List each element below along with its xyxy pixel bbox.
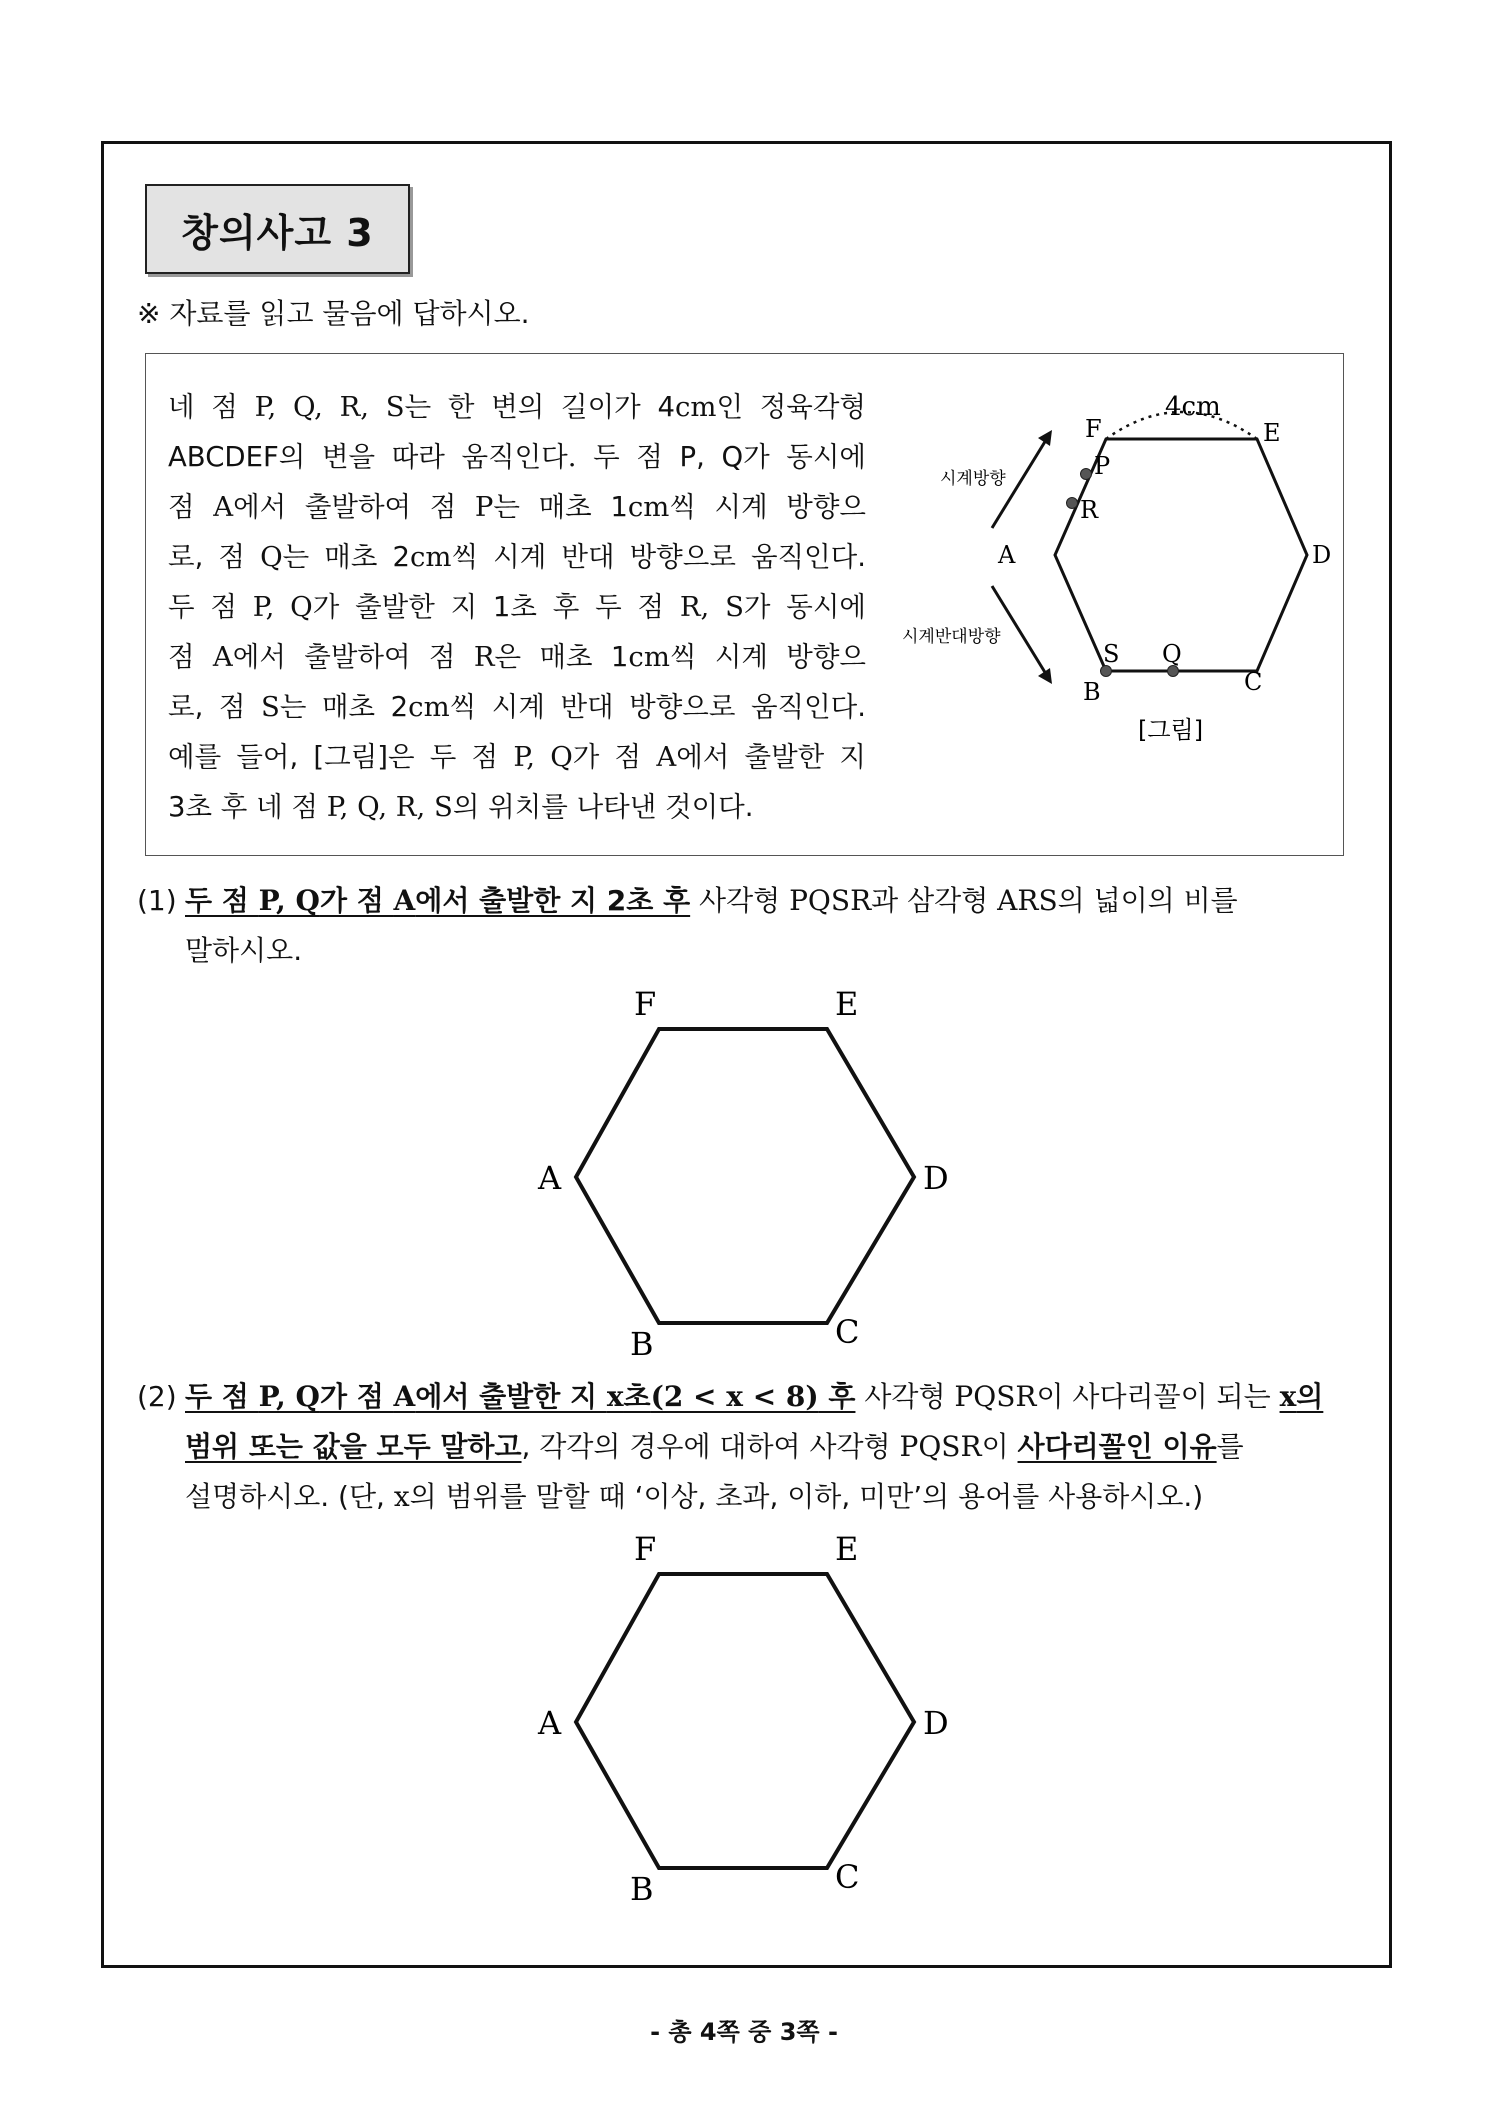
fig-vertex-e: E (1263, 419, 1281, 447)
figure-hexagon (1055, 439, 1307, 671)
page-footer: - 총 4쪽 중 3쪽 - (650, 2018, 838, 2046)
counterclockwise-arrow (992, 586, 1052, 684)
data-line: 점 A에서 출발하여 점 R은 매초 1cm씩 시계 방향으 (168, 641, 866, 673)
fig-point-p-label: P (1094, 452, 1111, 480)
instruction-text: ※ 자료를 읽고 물음에 답하시오. (137, 297, 530, 330)
hex1-label-a: A (538, 1159, 562, 1197)
fig-vertex-d: D (1312, 541, 1332, 569)
data-line: 두 점 P, Q가 출발한 지 1초 후 두 점 R, S가 동시에 (168, 591, 866, 623)
hex1-label-b: B (630, 1325, 654, 1355)
hex2-label-a: A (538, 1704, 562, 1742)
fig-point-q-label: Q (1162, 640, 1182, 668)
question-2-line-2: 범위 또는 값을 모두 말하고, 각각의 경우에 대하여 사각형 PQSR이 사다리꼴인 이유를 (185, 1430, 1244, 1463)
fig-point-r-label: R (1080, 496, 1099, 524)
counterclockwise-label: 시계반대방향 (902, 627, 1001, 647)
question-1-line-2: 말하시오. (185, 934, 303, 967)
reference-figure (880, 360, 1340, 760)
question-2-line-3: 설명하시오. (단, x의 범위를 말할 때 ‘이상, 초과, 이하, 미만’의 용어를 사용하시오.) (185, 1480, 1204, 1513)
figure-caption: [그림] (1138, 716, 1204, 744)
question-2-number: (2) (137, 1380, 177, 1413)
hex2-label-d: D (923, 1704, 949, 1742)
hex2-label-c: C (835, 1858, 860, 1896)
hex1-label-e: E (835, 985, 859, 1023)
clockwise-label: 시계방향 (940, 469, 1006, 489)
question-2 (137, 1372, 1357, 1522)
hex1-label-f: F (634, 985, 657, 1023)
problem-title: 창의사고 3 (145, 184, 410, 274)
data-line: 로, 점 S는 매초 2cm씩 시계 반대 방향으로 움직인다. (168, 691, 866, 723)
hexagon-diagram-1 (520, 985, 980, 1355)
fig-point-s-label: S (1103, 640, 1120, 668)
side-length-label: 4cm (1165, 392, 1221, 422)
data-line: 점 A에서 출발하여 점 P는 매초 1cm씩 시계 방향으 (168, 491, 866, 523)
data-line: ABCDEF의 변을 따라 움직인다. 두 점 P, Q가 동시에 (168, 441, 866, 473)
hex2-label-e: E (835, 1530, 859, 1568)
data-line: 3초 후 네 점 P, Q, R, S의 위치를 나타낸 것이다. (168, 791, 754, 823)
data-line: 로, 점 Q는 매초 2cm씩 시계 반대 방향으로 움직인다. (168, 541, 866, 573)
fig-vertex-b: B (1083, 678, 1101, 706)
fig-vertex-c: C (1244, 668, 1263, 696)
data-line: 예를 들어, [그림]은 두 점 P, Q가 점 A에서 출발한 지 (168, 741, 866, 773)
hexagon-diagram-2 (520, 1530, 980, 1900)
point-p (1081, 469, 1092, 480)
question-1 (137, 876, 1357, 976)
hex2-label-f: F (634, 1530, 657, 1568)
question-1-line-1: 두 점 P, Q가 점 A에서 출발한 지 2초 후 사각형 PQSR과 삼각형 ARS의 넓이의 비를 (185, 884, 1238, 917)
fig-vertex-f: F (1085, 415, 1102, 443)
hex1-label-c: C (835, 1313, 860, 1351)
fig-vertex-a: A (998, 541, 1016, 569)
question-1-number: (1) (137, 884, 177, 917)
hex1-label-d: D (923, 1159, 949, 1197)
data-line: 네 점 P, Q, R, S는 한 변의 길이가 4cm인 정육각형 (168, 391, 866, 423)
question-2-line-1: 두 점 P, Q가 점 A에서 출발한 지 x초(2 < x < 8) 후 사각형 PQSR이 사다리꼴이 되는 x의 (185, 1380, 1324, 1413)
data-paragraph (168, 382, 866, 832)
point-r (1067, 498, 1078, 509)
hex2-label-b: B (630, 1870, 654, 1900)
